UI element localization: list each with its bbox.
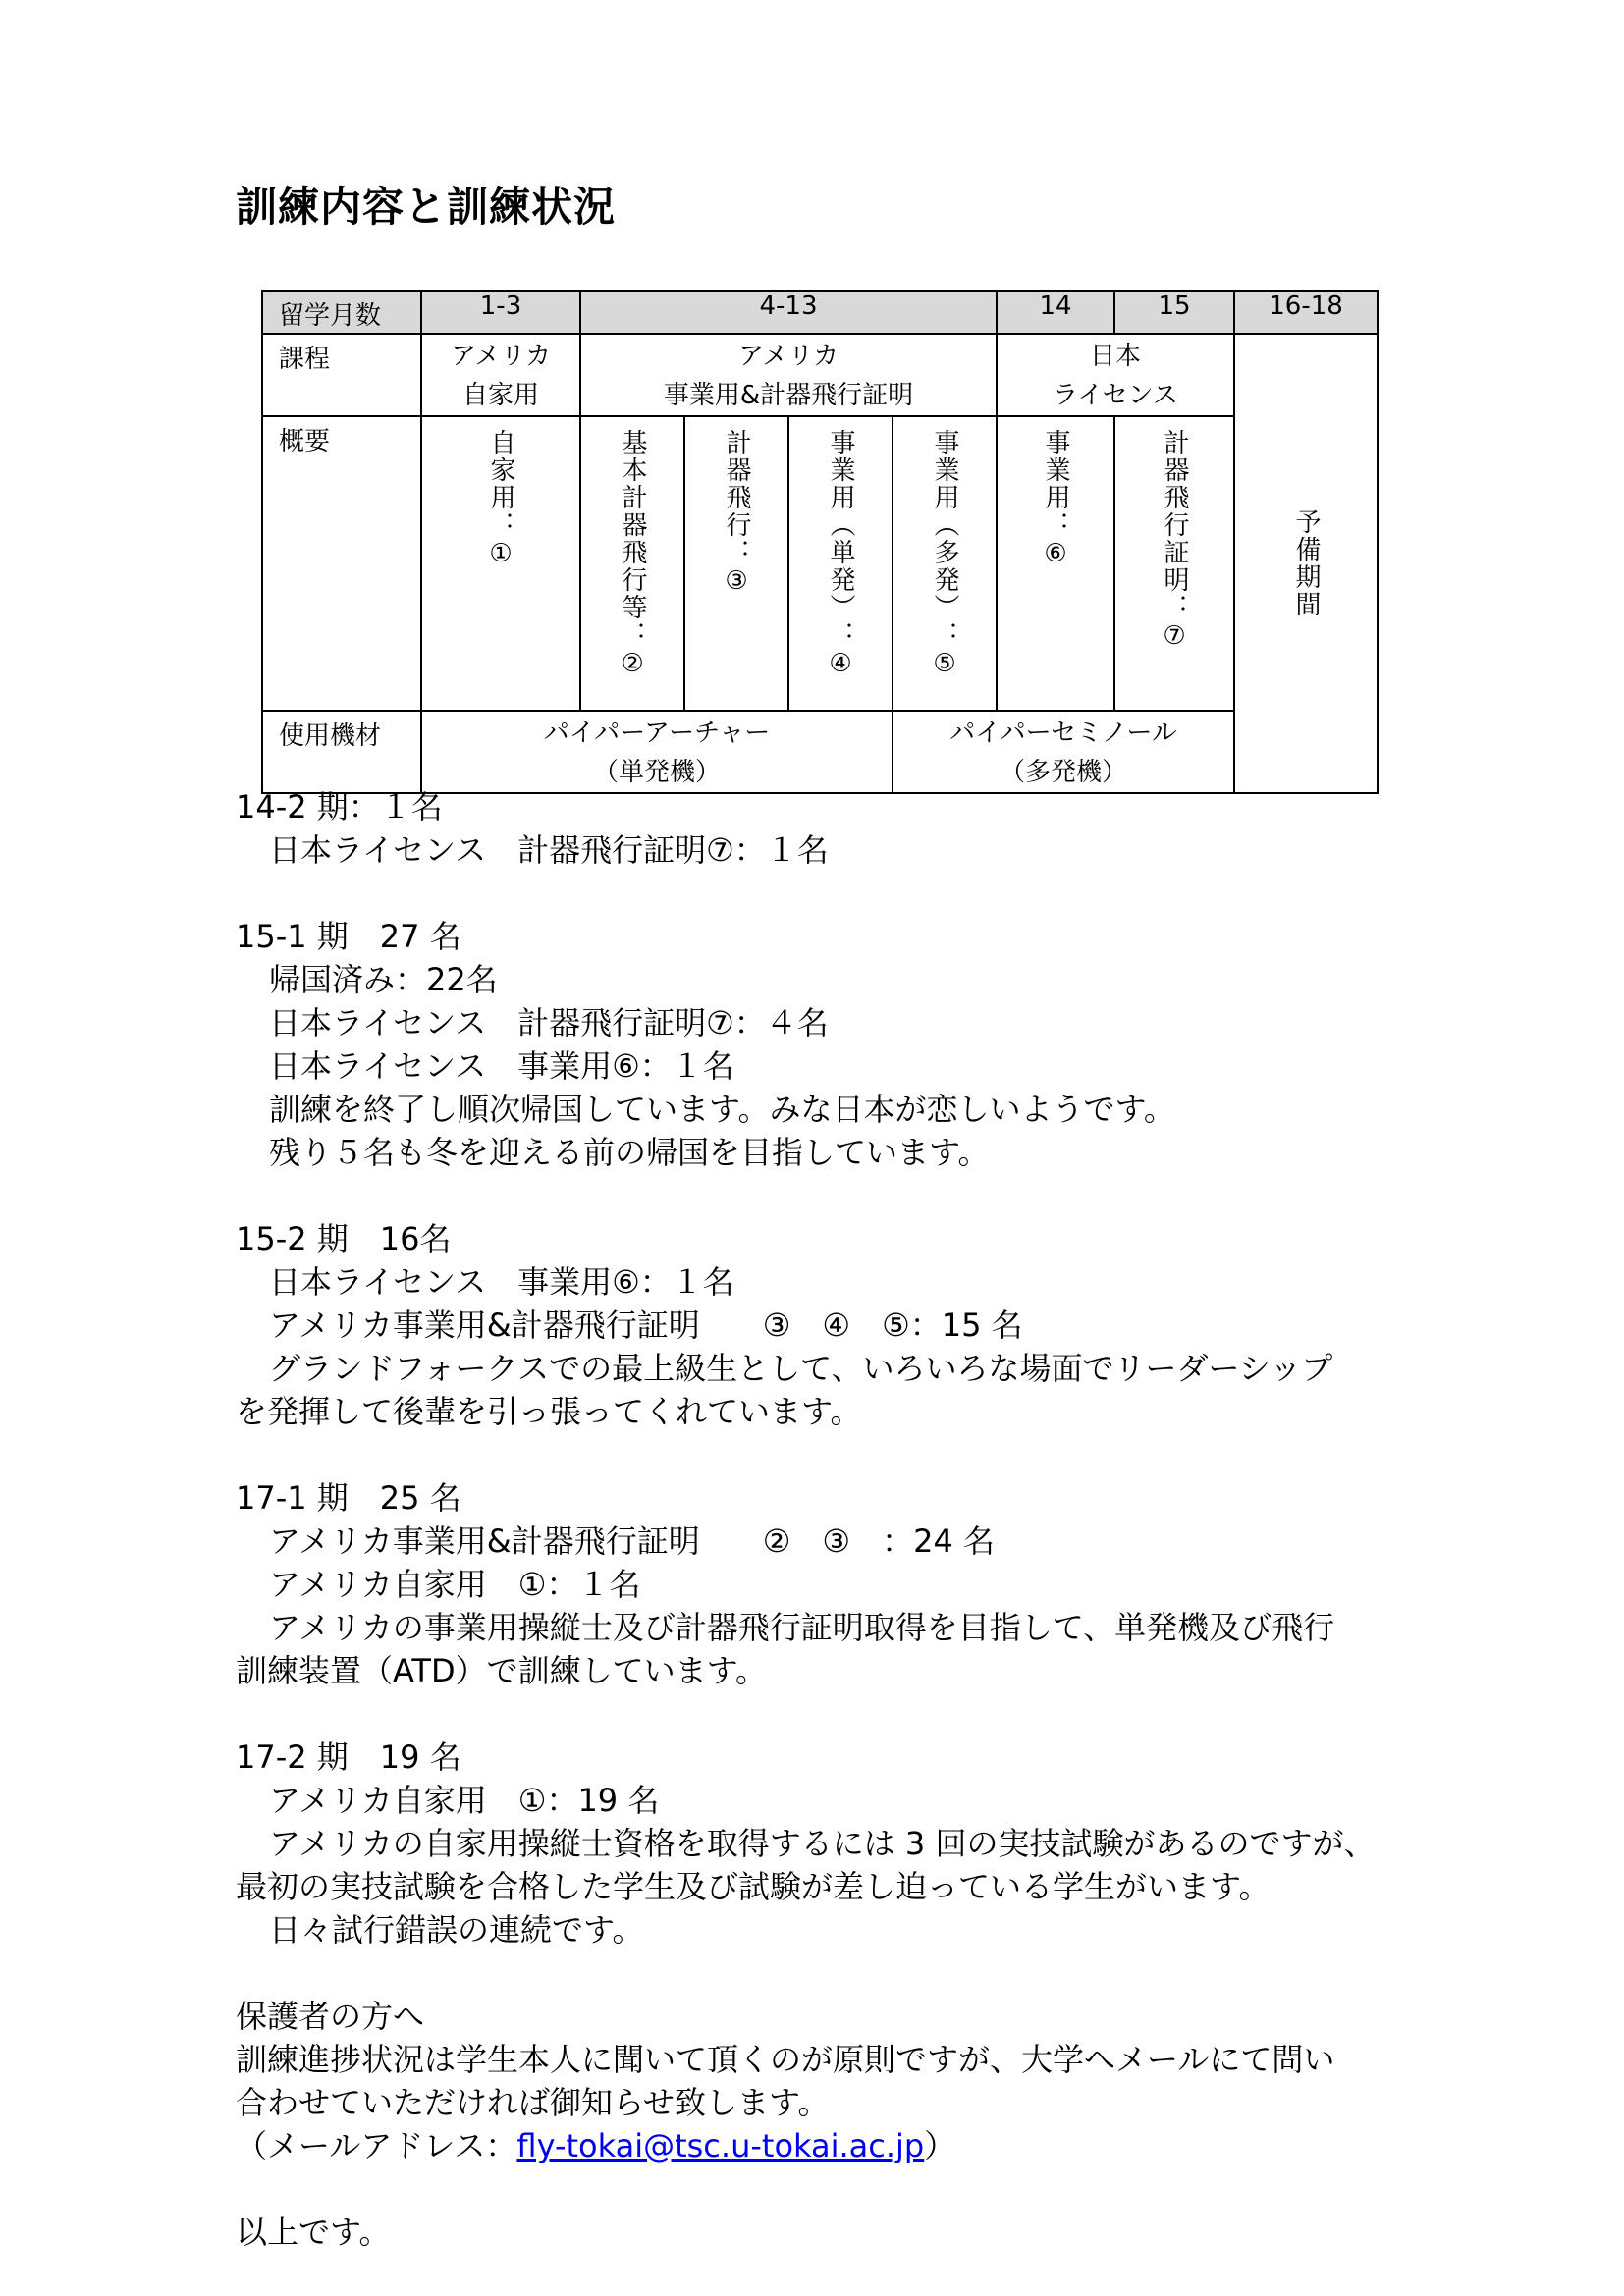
report-body: 14-2 期：１名 日本ライセンス 計器飛行証明⑦：１名 15-1 期 27 名 帰国済み：22名 日本ライセンス 計器飛行証明⑦：４名 日本ライセンス 事業用⑥：１名 訓練を終了し順次帰国しています。みな日本が恋しいようです。 残り５名も冬を迎える前の帰国を目指しています。 15-2 期 16名 日本ライセンス 事業用⑥：１名 アメリカ事業用&計器飛行証明 ③ ④ ⑤：15 名 グランドフォークスでの最上級生として、いろいろな場面でリーダーシップ を発揮して後輩を引っ張ってくれています。 17-1 期 25 名 アメリカ事業用&計器飛行証明 ② ③ ：24 名 アメリカ自家用 ①：１名 アメリカの事業用操縦士及び計器飛行証明取得を目指して、単発機及び飛行 訓練装置（ATD）で訓練しています。 17-2 期 19 名 アメリカ自家用 ①：19 名 アメリカの自家用操縦士資格を取得するには 3 回の実技試験があるのですが、 最初の実技試験を合格した学生及び試験が差し迫っている学生がいます。 日々試行錯誤の連続です。 保護者の方へ 訓練進捗状況は学生本人に聞いて頂くのが原則ですが、大学へメールにて問い 合わせていただければ御知らせ致します。 （メールアドレス：fly-tokai@tsc.u-tokai.ac.jp） 以上です。 <box>236 785 1434 2254</box>
row-overview <box>262 416 1378 711</box>
training-schedule-table <box>261 290 1379 794</box>
overview-item-3: 計器飛行：③ <box>722 429 751 598</box>
aircraft-archer: パイパーアーチャー （単発機） <box>421 711 893 793</box>
course-label: 課程 <box>262 334 421 416</box>
overview-item-7: 計器飛行証明：⑦ <box>1160 429 1190 653</box>
aircraft-label: 使用機材 <box>262 711 421 793</box>
overview-item-5: 事業用（多発）：⑤ <box>930 429 959 680</box>
months-label: 留学月数 <box>262 291 421 334</box>
row-months <box>262 291 1378 334</box>
email-link[interactable]: fly-tokai@tsc.u-tokai.ac.jp <box>516 2127 925 2164</box>
reserve-period-cell <box>1234 334 1378 793</box>
section-17-2-heading: 17-2 期 19 名 <box>236 1738 461 1776</box>
overview-item-6: 事業用：⑥ <box>1041 429 1071 570</box>
notice-heading: 保護者の方へ <box>236 1998 425 2035</box>
course-us-private: アメリカ 自家用 <box>421 334 580 416</box>
overview-item-4: 事業用（単発）：④ <box>826 429 855 680</box>
course-japan-license: 日本 ライセンス <box>997 334 1234 416</box>
closing: 以上です。 <box>236 2214 391 2251</box>
email-line: （メールアドレス：fly-tokai@tsc.u-tokai.ac.jp） <box>236 2127 956 2164</box>
reserve-period: 予備期間 <box>1291 508 1322 618</box>
aircraft-seminole: パイパーセミノール （多発機） <box>893 711 1234 793</box>
overview-item-1: 自家用：① <box>486 429 515 570</box>
section-15-1-heading: 15-1 期 27 名 <box>236 918 461 955</box>
months-1-3: 1-3 <box>421 291 580 334</box>
section-17-1-heading: 17-1 期 25 名 <box>236 1479 461 1517</box>
page-title: 訓練内容と訓練状況 <box>236 183 617 231</box>
overview-label: 概要 <box>262 416 421 711</box>
course-us-commercial: アメリカ 事業用&計器飛行証明 <box>580 334 997 416</box>
section-14-2-heading: 14-2 期：１名 <box>236 788 443 826</box>
row-aircraft <box>262 711 1378 793</box>
section-15-2-heading: 15-2 期 16名 <box>236 1220 452 1257</box>
months-16-18: 16-18 <box>1234 291 1378 334</box>
months-15: 15 <box>1114 291 1234 334</box>
months-4-13: 4-13 <box>580 291 997 334</box>
row-course <box>262 334 1378 416</box>
overview-item-2: 基本計器飛行等：② <box>618 429 647 680</box>
months-14: 14 <box>997 291 1114 334</box>
